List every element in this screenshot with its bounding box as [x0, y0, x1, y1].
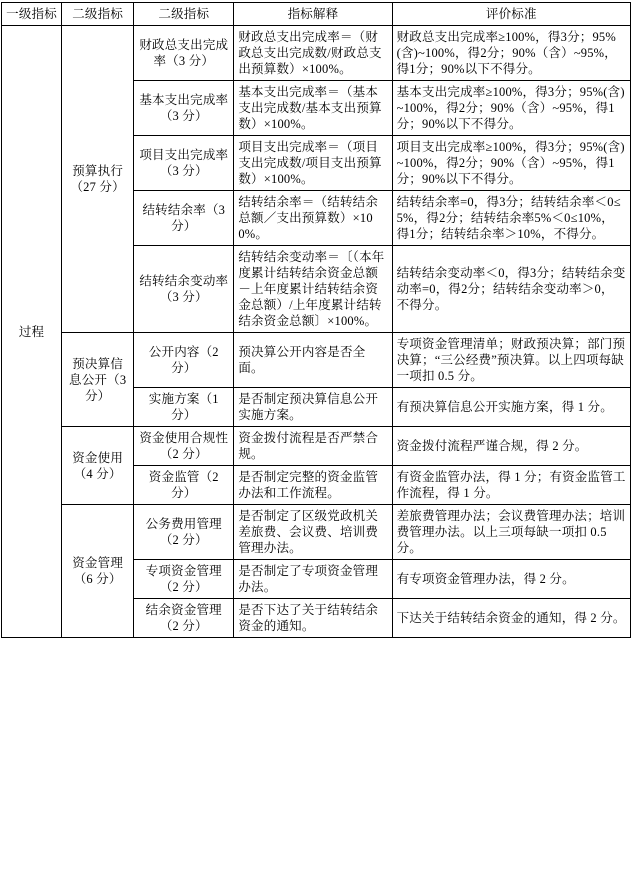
indicator-name-cell: 资金使用合规性（2 分）: [134, 427, 234, 466]
indicator-name-cell: 项目支出完成率（3 分）: [134, 136, 234, 191]
indicator-name-cell: 资金监管（2 分）: [134, 466, 234, 505]
header-evaluation-standard: 评价标准: [392, 3, 630, 26]
indicator-name-cell: 专项资金管理（2 分）: [134, 560, 234, 599]
indicator-explanation-cell: 是否制定了区级党政机关差旅费、会议费、培训费管理办法。: [234, 505, 392, 560]
indicator-explanation-cell: 财政总支出完成率＝（财政总支出完成数/财政总支出预算数）×100%。: [234, 26, 392, 81]
group-name-cell: 资金管理（6 分）: [62, 505, 134, 638]
indicator-explanation-cell: 结转结余率＝（结转结余总额／支出预算数）×100%。: [234, 191, 392, 246]
table-row: [2, 427, 631, 466]
header-level2-item: 二级指标: [134, 3, 234, 26]
evaluation-standard-cell: 专项资金管理清单；财政预决算；部门预决算；“三公经费”预决算。以上四项每缺一项扣 0.5 分。: [392, 333, 630, 388]
indicator-name-cell: 结余资金管理（2 分）: [134, 599, 234, 638]
header-indicator-explanation: 指标解释: [234, 3, 392, 26]
table-row: [2, 26, 631, 81]
indicator-name-cell: 实施方案（1 分）: [134, 388, 234, 427]
evaluation-standard-cell: 有预决算信息公开实施方案，得 1 分。: [392, 388, 630, 427]
level1-indicator-cell: 过程: [2, 26, 62, 638]
evaluation-standard-cell: 下达关于结转结余资金的通知，得 2 分。: [392, 599, 630, 638]
evaluation-indicator-table: [1, 2, 631, 638]
table-header-row: [2, 3, 631, 26]
table-row: [2, 333, 631, 388]
indicator-explanation-cell: 结转结余变动率＝〔（本年度累计结转结余资金总额－上年度累计结转结余资金总额）/上年度累计结转结余资金总额〕×100%。: [234, 246, 392, 333]
evaluation-standard-cell: 有专项资金管理办法，得 2 分。: [392, 560, 630, 599]
evaluation-standard-cell: 差旅费管理办法；会议费管理办法；培训费管理办法。以上三项每缺一项扣 0.5 分。: [392, 505, 630, 560]
table-body: [2, 3, 631, 638]
evaluation-standard-cell: 结转结余率=0，得3分；结转结余率＜0≤5%，得2分；结转结余率5%＜0≤10%，得1分；结转结余率＞10%，不得分。: [392, 191, 630, 246]
evaluation-standard-cell: 结转结余变动率＜0，得3分；结转结余变动率=0，得2分；结转结余变动率＞0，不得分。: [392, 246, 630, 333]
evaluation-standard-cell: 有资金监管办法，得 1 分；有资金监管工作流程，得 1 分。: [392, 466, 630, 505]
evaluation-standard-cell: 财政总支出完成率≥100%，得3分；95%(含)~100%，得2分；90%（含）~95%，得1分；90%以下不得分。: [392, 26, 630, 81]
indicator-explanation-cell: 资金拨付流程是否严禁合规。: [234, 427, 392, 466]
indicator-explanation-cell: 基本支出完成率＝（基本支出完成数/基本支出预算数）×100%。: [234, 81, 392, 136]
indicator-name-cell: 公务费用管理（2 分）: [134, 505, 234, 560]
indicator-name-cell: 公开内容（2 分）: [134, 333, 234, 388]
indicator-name-cell: 结转结余率（3 分）: [134, 191, 234, 246]
indicator-explanation-cell: 是否下达了关于结转结余资金的通知。: [234, 599, 392, 638]
group-name-cell: 预决算信息公开（3 分）: [62, 333, 134, 427]
group-name-cell: 预算执行（27 分）: [62, 26, 134, 333]
evaluation-standard-cell: 基本支出完成率≥100%，得3分；95%(含)~100%，得2分；90%（含）~95%，得1分；90%以下不得分。: [392, 81, 630, 136]
indicator-name-cell: 结转结余变动率（3 分）: [134, 246, 234, 333]
indicator-explanation-cell: 项目支出完成率＝（项目支出完成数/项目支出预算数）×100%。: [234, 136, 392, 191]
indicator-explanation-cell: 是否制定了专项资金管理办法。: [234, 560, 392, 599]
evaluation-standard-cell: 资金拨付流程严谨合规，得 2 分。: [392, 427, 630, 466]
indicator-explanation-cell: 预决算公开内容是否全面。: [234, 333, 392, 388]
indicator-name-cell: 财政总支出完成率（3 分）: [134, 26, 234, 81]
indicator-name-cell: 基本支出完成率（3 分）: [134, 81, 234, 136]
header-level1: 一级指标: [2, 3, 62, 26]
table-row: [2, 505, 631, 560]
indicator-explanation-cell: 是否制定完整的资金监管办法和工作流程。: [234, 466, 392, 505]
evaluation-standard-cell: 项目支出完成率≥100%，得3分；95%(含)~100%，得2分；90%（含）~95%，得1分；90%以下不得分。: [392, 136, 630, 191]
header-level2-group: 二级指标: [62, 3, 134, 26]
group-name-cell: 资金使用（4 分）: [62, 427, 134, 505]
indicator-explanation-cell: 是否制定预决算信息公开实施方案。: [234, 388, 392, 427]
